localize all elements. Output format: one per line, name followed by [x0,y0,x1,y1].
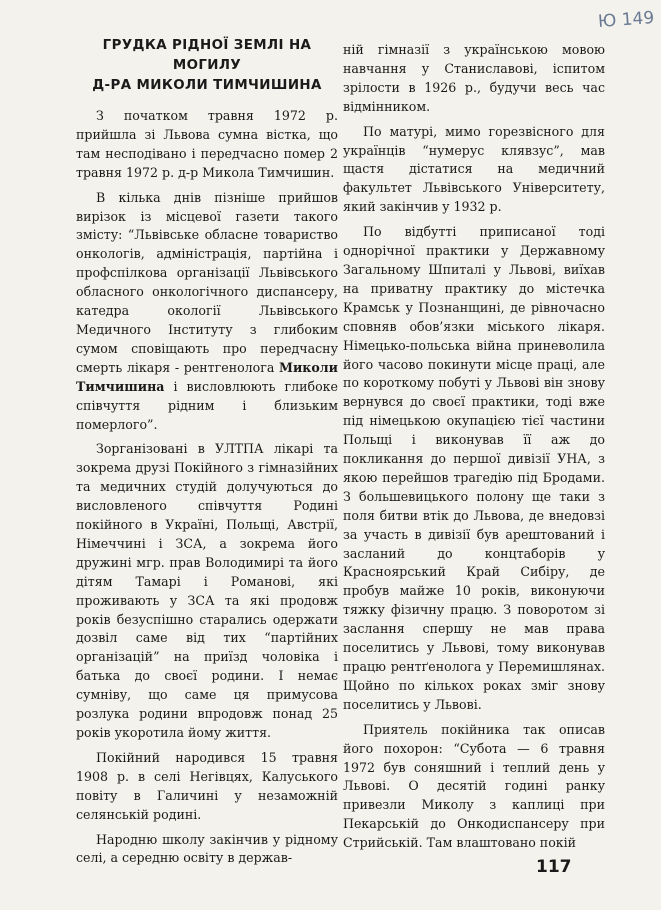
paragraph: З початком травня 1972 р. прийшла зі Львова сумна вістка, що там несподівано і передчасно помер 2 травня 1972 р. д-р Микола Тимчишин. [76,108,338,180]
paragraph: Приятель покійника так описав його похорон: “Субота — 6 травня 1972 був соняшний і теплий день у Львові. О десятій годині ранку привезли Миколу з каплиці при Пекарській до Онкодиспансеру при Стрийській. Там влаштовано покій [343,721,605,851]
paragraph-text: і висловлюють глибоке співчуття рідним і близьким померлого”. [76,378,338,432]
paragraph-continuation: ній гімназії з українською мовою навчання у Станиславові, іспитом зрілости в 1926 р., будучи весь час відмінником. [343,42,605,114]
right-column [343,41,605,859]
deceased-name: Миколи Тимчишина [76,359,338,394]
handwritten-annotation: Ю 149 [597,8,655,32]
page-number: 117 [536,857,572,877]
title-line-2: Д-РА МИКОЛИ ТИМЧИШИНА [92,78,322,93]
paragraph: Зорганізовані в УЛТПА лікарі та зокрема друзі Покійного з гімназійних та медичних студій долучуються до висловленого співчуття Родині покійного в Україні, Польщі, Австрії, Німеччині і ЗСА, а зокрема його дружині мгр. прав Володимирі та його дітям Тамарі і Романові, які проживають у ЗСА та які продовж років безуспішно старались одержати дозвіл саме від тих “партійних організацій” на приїзд чоловіка і батька до своєї родини. І немає сумніву, що саме ця примусова розлука родини впродовж понад 25 років укоротила йому життя. [76,441,338,740]
paragraph: Народню школу закінчив у рідному селі, а середню освіту в держав- [76,831,338,866]
paragraph-text: В кілька днів пізніше прийшов вирізок із місцевої газети такого змісту: “Львівське обласне товариство онкологів, адміністрація, партійна і профспілкова організації Львівського обласного онкологічного диспансеру, катедра окології Львівського Медичного Інституту з глибоким сумом сповіщають про передчасну смерть лікаря - рентгенолога [76,189,338,375]
title-line-1: ГРУДКА РІДНОЇ ЗЕМЛІ НА МОГИЛУ [102,38,312,73]
paragraph: По матурі, мимо горезвісного для українців “нумерус клявзус”, мав щастя дістатися на медичний факультет Львівського Університету, який закінчив у 1932 р. [343,123,605,215]
paragraph [76,189,338,435]
paragraph: По відбутті приписаної тоді однорічної практики у Державному Загальному Шпиталі у Львові, виїхав на приватну практику до містечка Крамськ у Познанщині, де рівночасно сповняв обов’язки міського лікаря. Німецько-польська війна приневолила його часово покинути місце праці, але по короткому побуті у Львові він знову вернувся до своєї практики, тоді вже під німецькою окупацією тієї частини Польщі і виконував її аж до покликання до першої дивізії УНА, з якою перейшов трагедію під Бродами. З большевицького полону ще таки з поля битви втік до Львова, де внедовзі за участь в дивізії був арештований і засланий до концтаборів у Красноярський Край Сибіру, де пробув майже 10 років, виконуючи тяжку фізичну працю. З поворотом зі заслання спершу не мав права поселитись у Львові, тому виконував працю рентґенолога у Перемишлянах. Щойно по кількох роках зміг знову поселитись у Львові. [343,224,605,712]
left-column [76,36,338,874]
paragraph: Покійний народився 15 травня 1908 р. в селі Негівцях, Калуського повіту в Галичині у незаможній селянській родині. [76,749,338,822]
article-title [76,36,338,96]
